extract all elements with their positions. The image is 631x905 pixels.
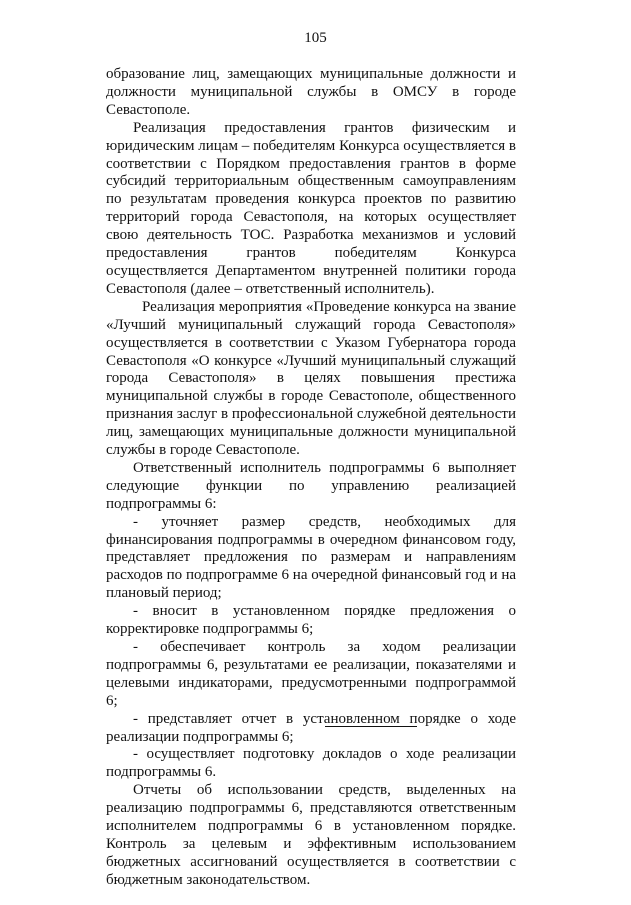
paragraph-best-official-contest: Реализация мероприятия «Проведение конкурса на звание «Лучший муниципальный служащий города Севастополя» осуществляется в соответствии с Указом Губернатора города Севастополя «О конкурсе «Лучший муниципальный служащий города Севастополя» в целях повышения престижа муниципальной службы в городе Севастополе, общественного признания заслуг в профессиональной служебной деятельности лиц, замещающих муниципальные должности муниципальной службы в городе Севастополе. <box>106 298 516 459</box>
paragraph-reporting-control: Отчеты об использовании средств, выделенных на реализацию подпрограммы 6, представляются ответственным исполнителем подпрограммы 6 в установленном порядке. Контроль за целевым и эффективным использованием бюджетных ассигнований осуществляется в соответствии с бюджетным законодательством. <box>106 782 516 888</box>
closing-rule <box>325 726 417 727</box>
paragraph-grants: Реализация предоставления грантов физическим и юридическим лицам – победителям Конкурса осуществляется в соответствии с Порядком предоставления грантов в форме субсидий территориальным общественным самоуправлениям по результатам проведения конкурса проектов по развитию территорий города Севастополя, на которых осуществляет свою деятельность ТОС. Разработка механизмов и условий предоставления грантов победителям Конкурса осуществляется Департаментом внутренней политики города Севастополя (далее – ответственный исполнитель). <box>106 119 516 297</box>
page-number: 105 <box>304 30 327 46</box>
paragraph-omsu-education: образование лиц, замещающих муниципальные должности и должности муниципальной службы в ОМСУ в городе Севастополе. <box>106 66 516 118</box>
paragraph-executor-functions: Ответственный исполнитель подпрограммы 6 выполняет следующие функции по управлению реализацией подпрограммы 6: <box>106 459 516 512</box>
list-item-funding: - уточняет размер средств, необходимых для финансирования подпрограммы в очередном финансовом году, представляет предложения по размерам и направлениям расходов по подпрограмме 6 на очередной финансовый год и на плановый период; <box>106 513 516 602</box>
list-item-report: - представляет отчет в установленном порядке о ходе реализации подпрограммы 6; <box>106 710 516 745</box>
list-item-corrections: - вносит в установленном порядке предложения о корректировке подпрограммы 6; <box>106 603 516 638</box>
list-item-reports-preparation: - осуществляет подготовку докладов о ходе реализации подпрограммы 6. <box>106 746 516 781</box>
document-body <box>106 66 516 890</box>
list-item-control: - обеспечивает контроль за ходом реализации подпрограммы 6, результатами ее реализации, показателями и целевыми индикаторами, предусмотренными подпрограммой 6; <box>106 639 516 709</box>
